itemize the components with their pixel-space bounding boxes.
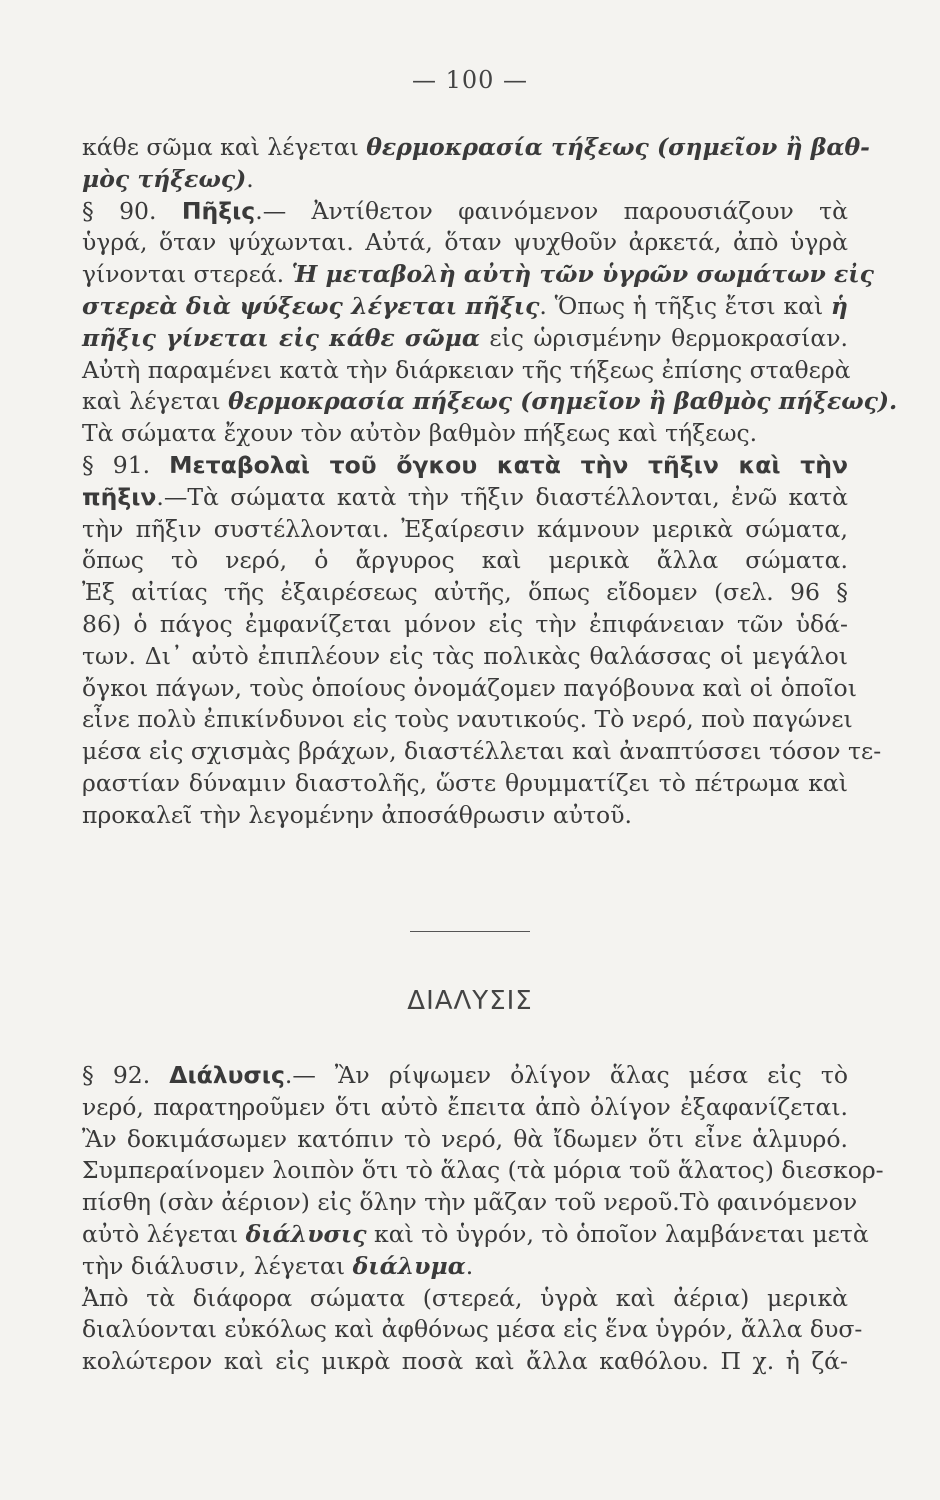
body-text: καὶ λέγεται	[82, 387, 229, 416]
text-line	[82, 323, 848, 355]
text-line	[82, 386, 898, 418]
text-line	[82, 1187, 858, 1219]
text-line	[82, 164, 848, 196]
text-line	[82, 609, 848, 641]
emphasized-text: ἡ	[830, 291, 849, 320]
text-line	[82, 1346, 848, 1378]
page-number: — 100 —	[411, 66, 529, 94]
body-text: γίνονται στερεά.	[82, 260, 292, 289]
body-text: καὶ τὸ ὑγρόν, τὸ ὁποῖον λαμβάνεται μετὰ	[366, 1219, 869, 1248]
text-line	[82, 1314, 863, 1346]
text-line	[82, 673, 857, 705]
body-text: ὑγρά, ὅταν ψύχωνται. Αὐτά, ὅταν ψυχθοῦν ἀρκετά, ἀπὸ ὑγρὰ	[82, 228, 848, 257]
body-text: .— Ἂν ρίψωμεν ὀλίγον ἅλας μέσα εἰς τὸ	[284, 1061, 848, 1089]
text-line	[82, 450, 848, 482]
text-line	[82, 259, 874, 291]
emphasized-text: στερεὰ διὰ ψύξεως λέγεται πῆξις	[82, 291, 540, 320]
body-text: § 90.	[82, 196, 182, 225]
body-text: εἶνε πολὺ ἐπικίνδυνοι εἰς τοὺς ναυτικούς. Τὸ νερό, ποὺ παγώνει	[82, 705, 853, 734]
text-line	[82, 704, 853, 736]
body-text: νερό, παρατηροῦμεν ὅτι αὐτὸ ἔπειτα ἀπὸ ὀλίγον ἐξαφανίζεται.	[82, 1092, 848, 1121]
section-divider-rule	[410, 931, 530, 932]
emphasized-text: πῆξις γίνεται εἰς κάθε σῶμα	[82, 323, 480, 352]
emphasized-text: διάλυμα	[352, 1251, 466, 1280]
text-line	[82, 1092, 848, 1124]
emphasized-text: θερμοκρασία τήξεως (σημεῖον ἢ βαθ-	[366, 133, 870, 161]
emphasized-text: θερμοκρασία πήξεως (σημεῖον ἢ βαθμὸς πήξεως).	[228, 387, 898, 416]
body-text: .	[465, 1251, 474, 1280]
emphasized-text: Ἡ μεταβολὴ αὐτὴ τῶν ὑγρῶν σωμάτων εἰς	[291, 260, 874, 289]
body-text: προκαλεῖ τὴν λεγομένην ἀποσάθρωσιν αὐτοῦ.	[82, 800, 632, 829]
body-text: ὅπως τὸ νερό, ὁ ἄργυρος καὶ μερικὰ ἄλλα σώματα.	[82, 546, 848, 575]
text-line	[82, 641, 848, 673]
text-line	[82, 196, 848, 228]
section-title-text: Μεταβολαὶ τοῦ ὄγκου κατὰ τὴν τῆξιν καὶ τὴν	[169, 450, 848, 479]
body-text: πίσθη (σὰν ἀέριον) εἰς ὅλην τὴν μᾶζαν τοῦ νεροῦ.Τὸ φαινόμενον	[82, 1188, 858, 1217]
text-line	[82, 418, 848, 450]
paragraphs-thermal-changes	[82, 132, 898, 832]
body-text: ραστίαν δύναμιν διαστολῆς, ὥστε θρυμματίζει τὸ πέτρωμα καὶ	[82, 768, 848, 797]
body-text: αὐτὸ λέγεται	[82, 1219, 246, 1248]
body-text: .	[246, 164, 254, 193]
body-text: .—Τὰ σώματα κατὰ τὴν τῆξιν διαστέλλονται, ἐνῶ κατὰ	[156, 482, 848, 511]
text-line	[82, 1124, 848, 1156]
body-text: Τὰ σώματα ἔχουν τὸν αὐτὸν βαθμὸν πήξεως καὶ τήξεως.	[82, 419, 758, 448]
text-line	[82, 1283, 848, 1315]
section-title-text: Διάλυσις	[169, 1061, 285, 1089]
body-text: κάθε σῶμα καὶ λέγεται	[82, 133, 367, 161]
text-line	[82, 1219, 869, 1251]
text-line	[82, 736, 882, 768]
body-text: τὴν πῆξιν συστέλλονται. Ἐξαίρεσιν κάμνουν μερικὰ σώματα,	[82, 514, 848, 543]
body-text: εἰς ὡρισμένην θερμοκρασίαν.	[479, 323, 848, 352]
body-text: Ἐξ αἰτίας τῆς ἐξαιρέσεως αὐτῆς, ὅπως εἴδομεν (σελ. 96 §	[82, 578, 848, 607]
section-title-text: Πῆξις	[181, 196, 256, 225]
text-line	[82, 577, 848, 609]
paragraphs-dissolution	[82, 1060, 884, 1378]
body-text: Ἂν δοκιμάσωμεν κατόπιν τὸ νερό, θὰ ἴδωμεν ὅτι εἶνε ἁλμυρό.	[82, 1124, 848, 1153]
body-text: διαλύονται εὐκόλως καὶ ἀφθόνως μέσα εἰς ἕνα ὑγρόν, ἄλλα δυσ-	[82, 1315, 863, 1344]
text-line	[82, 1060, 848, 1092]
section-heading: ΔΙΑΛΥΣΙΣ	[407, 986, 533, 1016]
body-text: τὴν διάλυσιν, λέγεται	[82, 1251, 353, 1280]
text-line	[82, 514, 848, 546]
text-line	[82, 227, 848, 259]
text-line	[82, 800, 848, 832]
emphasized-text: διάλυσις	[245, 1219, 367, 1248]
body-text: των. Δι᾿ αὐτὸ ἐπιπλέουν εἰς τὰς πολικὰς θαλάσσας οἱ μεγάλοι	[82, 641, 848, 670]
text-line	[82, 1155, 884, 1187]
body-text: μέσα εἰς σχισμὰς βράχων, διαστέλλεται καὶ ἀναπτύσσει τόσον τε-	[82, 737, 882, 766]
body-text: ὄγκοι πάγων, τοὺς ὁποίους ὀνομάζομεν παγόβουνα καὶ οἱ ὁποῖοι	[82, 673, 857, 702]
text-line	[82, 132, 870, 164]
text-line	[82, 545, 848, 577]
text-line	[82, 355, 851, 387]
body-text: κολώτερον καὶ εἰς μικρὰ ποσὰ καὶ ἄλλα καθόλου. Π χ. ἡ ζά-	[82, 1347, 848, 1376]
body-text: Αὐτὴ παραμένει κατὰ τὴν διάρκειαν τῆς τήξεως ἐπίσης σταθερὰ	[82, 355, 851, 384]
body-text: Ἀπὸ τὰ διάφορα σώματα (στερεά, ὑγρὰ καὶ ἀέρια) μερικὰ	[82, 1283, 848, 1312]
body-text: Συμπεραίνομεν λοιπὸν ὅτι τὸ ἅλας (τὰ μόρια τοῦ ἅλατος) διεσκορ-	[82, 1156, 884, 1185]
body-text: . Ὅπως ἡ τῆξις ἔτσι καὶ	[539, 291, 831, 320]
section-title-text: πῆξιν	[82, 482, 157, 511]
emphasized-text: μὸς τήξεως)	[82, 164, 247, 193]
text-line	[82, 1251, 848, 1283]
text-line	[82, 768, 848, 800]
text-line	[82, 482, 848, 514]
body-text: 86) ὁ πάγος ἐμφανίζεται μόνον εἰς τὴν ἐπιφάνειαν τῶν ὑδά-	[82, 609, 848, 638]
body-text: .— Ἀντίθετον φαινόμενον παρουσιάζουν τὰ	[255, 196, 848, 225]
body-text: § 92.	[82, 1061, 170, 1089]
text-line	[82, 291, 848, 323]
body-text: § 91.	[82, 450, 170, 479]
